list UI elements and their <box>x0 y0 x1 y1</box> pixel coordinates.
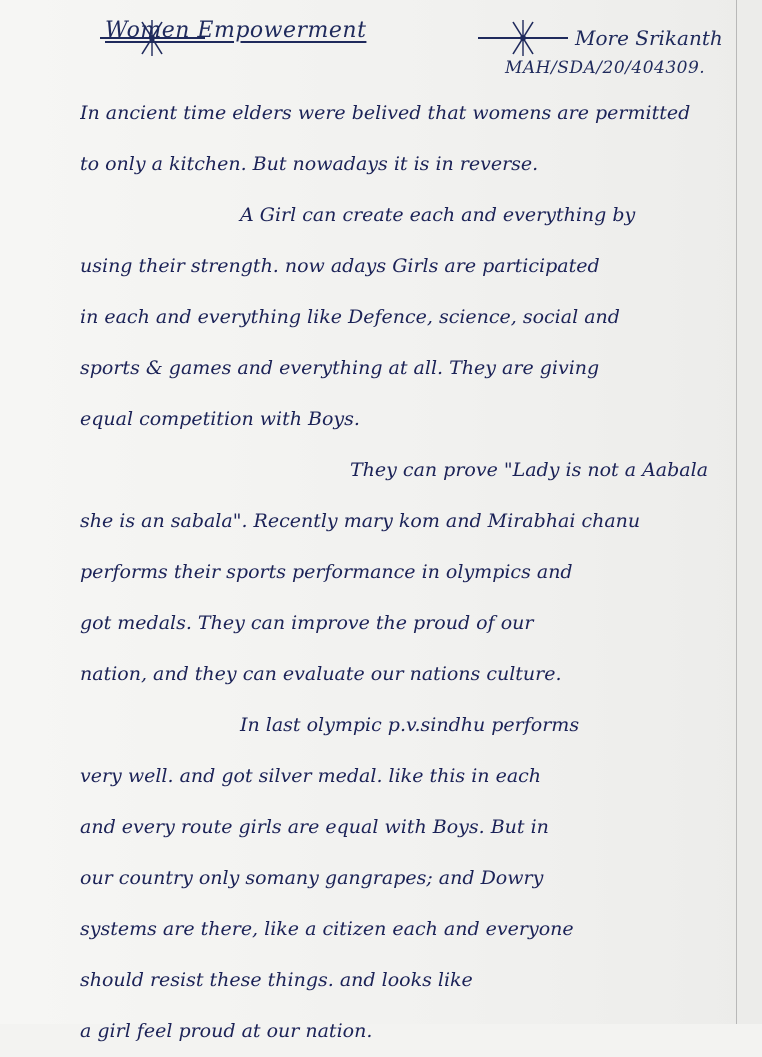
essay-line: A Girl can create each and everything by <box>240 204 636 226</box>
essay-line: systems are there, like a citizen each and everyone <box>80 918 574 940</box>
margin-line <box>736 0 737 1024</box>
essay-line: equal competition with Boys. <box>80 408 360 430</box>
essay-line: very well. and got silver medal. like this in each <box>80 765 542 787</box>
essay-line: in each and everything like Defence, science, social and <box>80 306 620 328</box>
essay-line: In ancient time elders were belived that womens are permitted <box>80 102 691 124</box>
right-flourish-icon <box>478 8 568 58</box>
page-title: Women Empowerment <box>105 18 367 43</box>
essay-line: our country only somany gangrapes; and Dowry <box>80 867 544 889</box>
essay-line: a girl feel proud at our nation. <box>80 1020 373 1042</box>
essay-line: sports & games and everything at all. They are giving <box>80 357 600 379</box>
essay-line: should resist these things. and looks like <box>80 969 473 991</box>
essay-line: They can prove "Lady is not a Aabala <box>350 459 709 481</box>
author-name: More Srikanth <box>575 26 723 50</box>
essay-line: nation, and they can evaluate our nations culture. <box>80 663 562 685</box>
essay-body <box>80 88 730 1057</box>
essay-line: got medals. They can improve the proud of our <box>80 612 534 634</box>
roll-number: MAH/SDA/20/404309. <box>505 58 706 78</box>
essay-line: performs their sports performance in olympics and <box>80 561 573 583</box>
essay-line: she is an sabala". Recently mary kom and Mirabhai chanu <box>80 510 641 532</box>
essay-line: and every route girls are equal with Boys. But in <box>80 816 549 838</box>
essay-line: to only a kitchen. But nowadays it is in reverse. <box>80 153 539 175</box>
essay-line: In last olympic p.v.sindhu performs <box>240 714 580 736</box>
essay-line: using their strength. now adays Girls are participated <box>80 255 600 277</box>
